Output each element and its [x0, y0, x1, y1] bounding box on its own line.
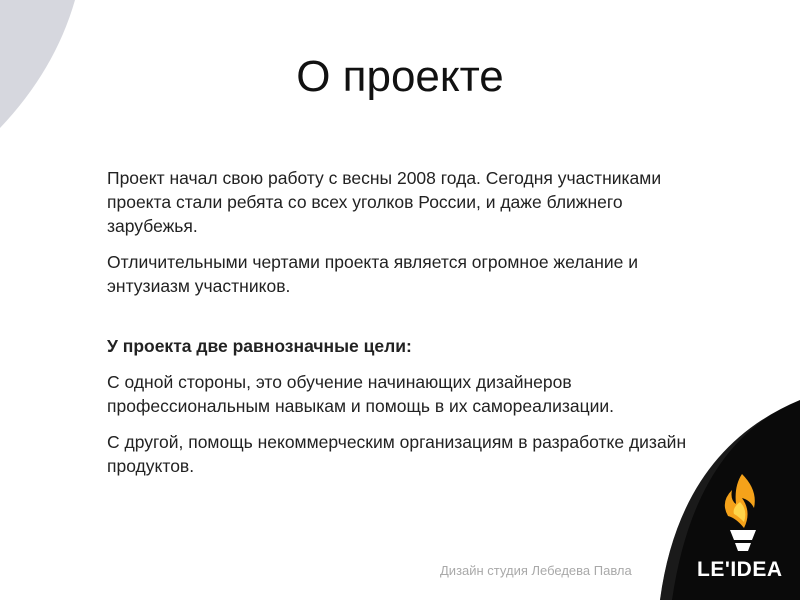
logo-wordmark: LE'IDEA — [697, 558, 783, 581]
goals-heading: У проекта две равнозначные цели: — [107, 336, 412, 356]
features-paragraph: Отличительными чертами проекта является огромное желание и энтузиазм участников. — [107, 252, 639, 296]
flame-logo-icon — [718, 472, 768, 554]
slide-body — [107, 166, 707, 490]
page-title: О проекте — [296, 52, 504, 101]
intro-paragraph: Проект начал свою работу с весны 2008 года. Сегодня участниками проекта стали ребята со всех уголков России, и даже ближнего зарубежья. — [107, 168, 662, 236]
goal-two-paragraph: С другой, помощь некоммерческим организациям в разработке дизайн продуктов. — [107, 432, 687, 476]
footer-credit: Дизайн студия Лебедева Павла — [440, 563, 632, 578]
goal-one-paragraph: С одной стороны, это обучение начинающих дизайнеров профессиональным навыкам и помощь в их самореализации. — [107, 372, 615, 416]
